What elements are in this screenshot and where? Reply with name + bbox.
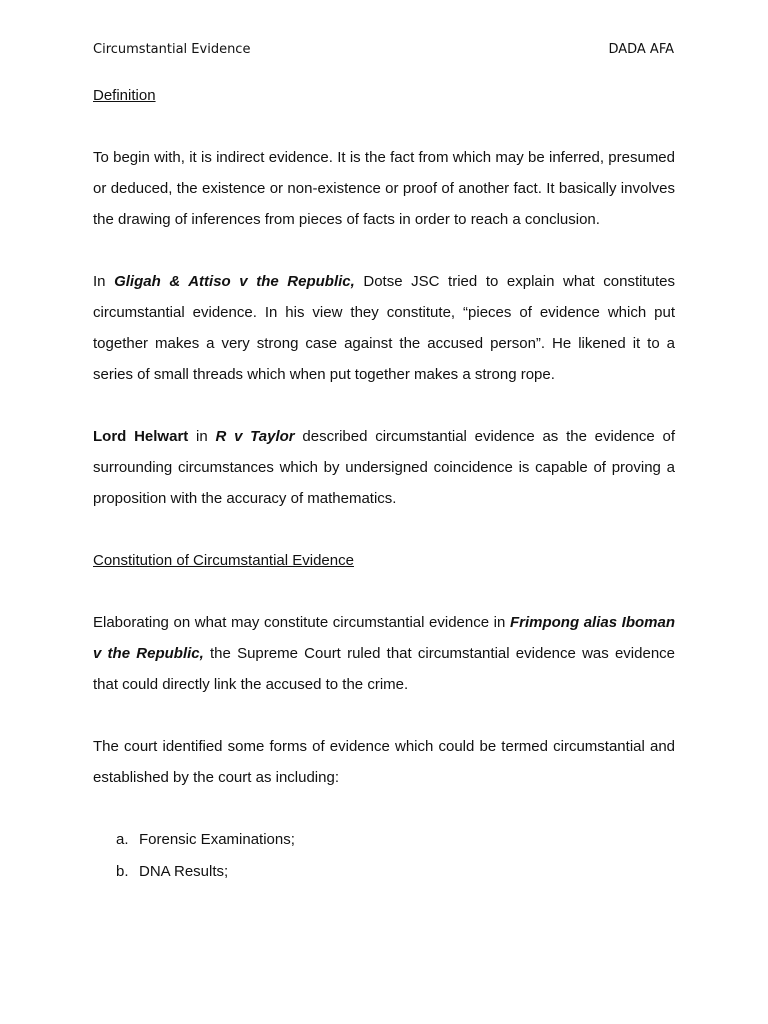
page-header [93,42,674,62]
list-item-text: Forensic Examinations; [139,831,295,848]
list-marker: b. [116,863,129,880]
definition-heading: Definition [93,87,156,104]
list-item [93,856,675,888]
judge-name: Lord Helwart [93,428,189,445]
constitution-heading: Constitution of Circumstantial Evidence [93,552,354,569]
list-marker: a. [116,831,129,848]
list-item-text: DNA Results; [139,863,229,880]
paragraph-gligah: In Gligah & Attiso v the Republic, Dotse JSC tried to explain what constitutes circumstantial evidence. In his view they constitute, “pieces of evidence which put together makes a very strong case against the accused person”. He likened it to a series of small threads which when put together makes a strong rope. [93,273,675,383]
list-item [93,824,675,856]
paragraph-court-identified: The court identified some forms of evidence which could be termed circumstantial and established by the court as including: [93,738,675,786]
header-title: Circumstantial Evidence [93,42,251,57]
case-name: Gligah & Attiso v the Republic, [114,273,355,290]
document-body [93,80,675,888]
paragraph-frimpong: Elaborating on what may constitute circumstantial evidence in Frimpong alias Iboman v the Republic, the Supreme Court ruled that circumstantial evidence was evidence that could directly link the accused to the crime. [93,614,676,693]
case-name: R v Taylor [215,428,295,445]
header-author: DADA AFA [608,42,674,57]
evidence-list [93,824,675,888]
paragraph-definition: To begin with, it is indirect evidence. It is the fact from which may be inferred, presumed or deduced, the existence or non-existence or proof of another fact. It basically involves the drawing of inferences from pieces of facts in order to reach a conclusion. [93,149,675,228]
paragraph-taylor: Lord Helwart in R v Taylor described circumstantial evidence as the evidence of surrounding circumstances which by undersigned coincidence is capable of proving a proposition with the accuracy of mathematics. [93,428,675,507]
case-name: Frimpong alias Iboman v the Republic, [93,614,675,662]
